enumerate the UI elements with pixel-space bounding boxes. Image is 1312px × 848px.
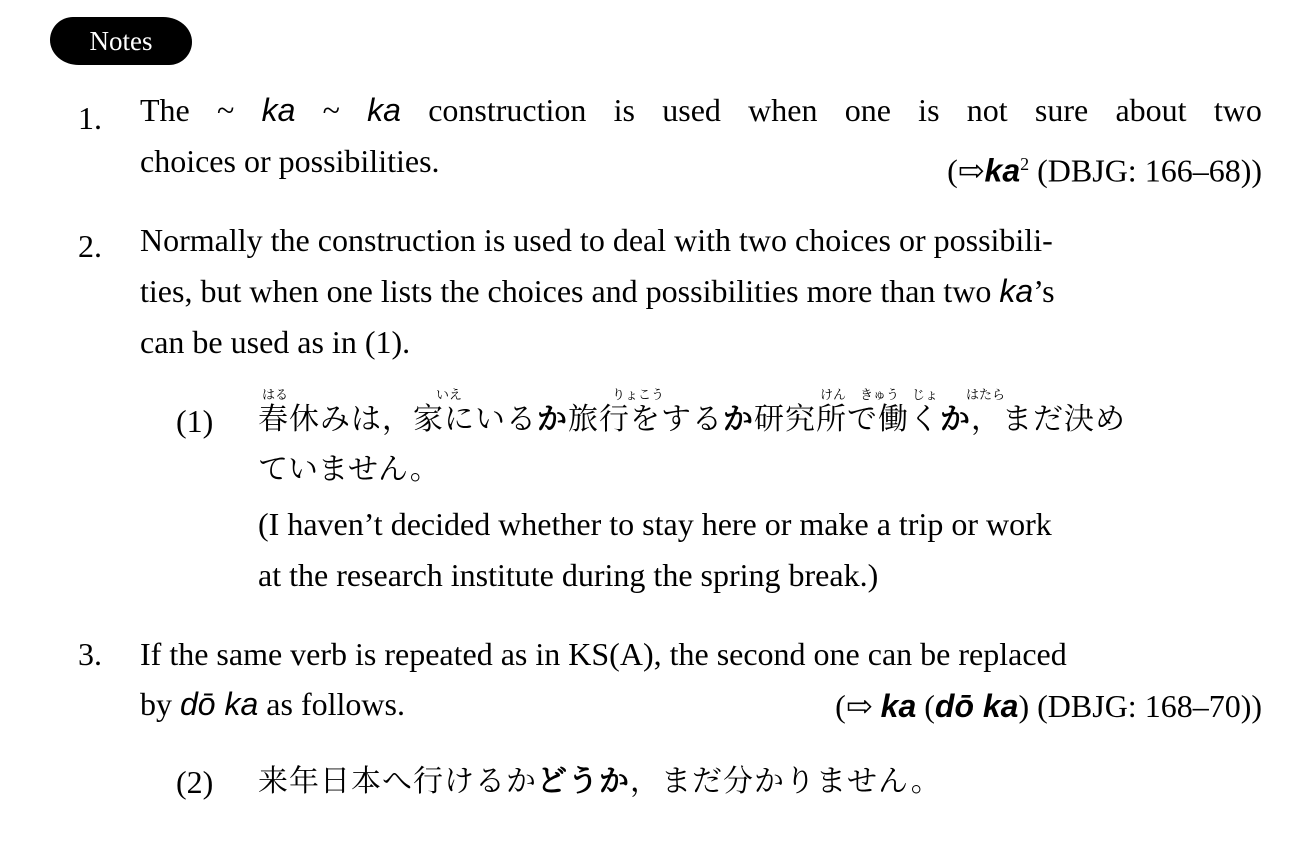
example-2-label: (2) <box>176 764 214 800</box>
text: 研究所で働く <box>754 402 940 437</box>
paren: ( <box>924 688 935 724</box>
text: ，まだ決め <box>971 402 1126 437</box>
word: used <box>662 92 721 128</box>
note-3-line-2 <box>140 684 405 724</box>
text: ties, but when one lists the choices and possibilities more than two <box>140 273 1000 309</box>
word: one <box>844 92 891 128</box>
ref-superscript: 2 <box>1020 154 1030 174</box>
note-2-line-1: Normally the construction is used to deal with two choices or possibili- <box>140 222 1053 258</box>
text: as follows. <box>266 686 405 722</box>
term-ka: ka <box>261 92 296 128</box>
example-1-japanese-line-2: ていません。 <box>258 452 440 487</box>
note-1-line-2: choices or possibilities. <box>140 143 440 179</box>
example-1-translation-line-2: at the research institute during the spring break.) <box>258 557 879 593</box>
text: ’s <box>1033 273 1055 309</box>
note-number-2: 2. <box>78 228 102 264</box>
arrow-icon: ⇨ <box>845 688 873 724</box>
term-ka: ka <box>999 273 1034 309</box>
paren: ) <box>1018 688 1030 724</box>
furigana: きゅう <box>860 388 900 403</box>
text: 旅行をする <box>568 402 723 437</box>
ref-text: (DBJG: 168–70)) <box>1037 688 1262 724</box>
ref-open-paren: ( <box>947 152 958 189</box>
ref-text: (DBJG: 166–68)) <box>1037 152 1262 189</box>
particle-ka: か <box>940 402 971 437</box>
furigana: りょこう <box>612 388 665 403</box>
note-3-reference <box>835 686 1262 726</box>
note-3-line-1: If the same verb is repeated as in KS(A), the second one can be replaced <box>140 636 1067 672</box>
tilde: ~ <box>217 92 235 128</box>
note-number-1: 1. <box>78 100 102 136</box>
ref-open-paren: ( <box>835 688 846 724</box>
word: is <box>613 92 635 128</box>
furigana: けん <box>820 388 847 403</box>
word: The <box>140 92 190 128</box>
word: construction <box>428 92 587 128</box>
term-ka: ka <box>367 92 401 128</box>
ref-term: dō ka <box>934 688 1019 724</box>
furigana: じょ <box>912 388 939 403</box>
note-number-3: 3. <box>78 636 102 672</box>
example-1-japanese-line-1 <box>258 400 1126 440</box>
furigana: はたら <box>966 388 1006 403</box>
word: two <box>1213 92 1262 128</box>
bold-douka: どうか <box>537 764 630 799</box>
word: not <box>966 92 1008 128</box>
word: sure <box>1034 92 1089 128</box>
particle-ka: か <box>537 402 568 437</box>
notes-badge: Notes <box>50 17 192 65</box>
note-1-reference <box>947 144 1262 191</box>
furigana: はる <box>262 388 289 403</box>
word: when <box>748 92 818 128</box>
furigana: いえ <box>436 388 463 403</box>
note-2-line-2 <box>140 271 1055 311</box>
text: by <box>140 686 172 722</box>
term-do-ka: dō ka <box>180 686 259 722</box>
word: about <box>1115 92 1187 128</box>
text: 春休みは， <box>258 402 413 437</box>
word: is <box>918 92 940 128</box>
ref-term: ka <box>984 152 1021 189</box>
note-1-line-1 <box>140 90 1262 130</box>
note-2-line-3: can be used as in (1). <box>140 324 411 360</box>
text: 家にいる <box>413 402 537 437</box>
arrow-icon: ⇨ <box>957 152 985 189</box>
ref-term: ka <box>880 688 917 724</box>
text: 来年日本へ行けるか <box>258 764 537 799</box>
tilde: ~ <box>322 92 340 128</box>
example-1-label: (1) <box>176 403 214 439</box>
particle-ka: か <box>723 402 754 437</box>
example-2-japanese <box>258 762 942 802</box>
text: ，まだ分かりません。 <box>630 764 942 799</box>
example-1-translation-line-1: (I haven’t decided whether to stay here or make a trip or work <box>258 506 1052 542</box>
